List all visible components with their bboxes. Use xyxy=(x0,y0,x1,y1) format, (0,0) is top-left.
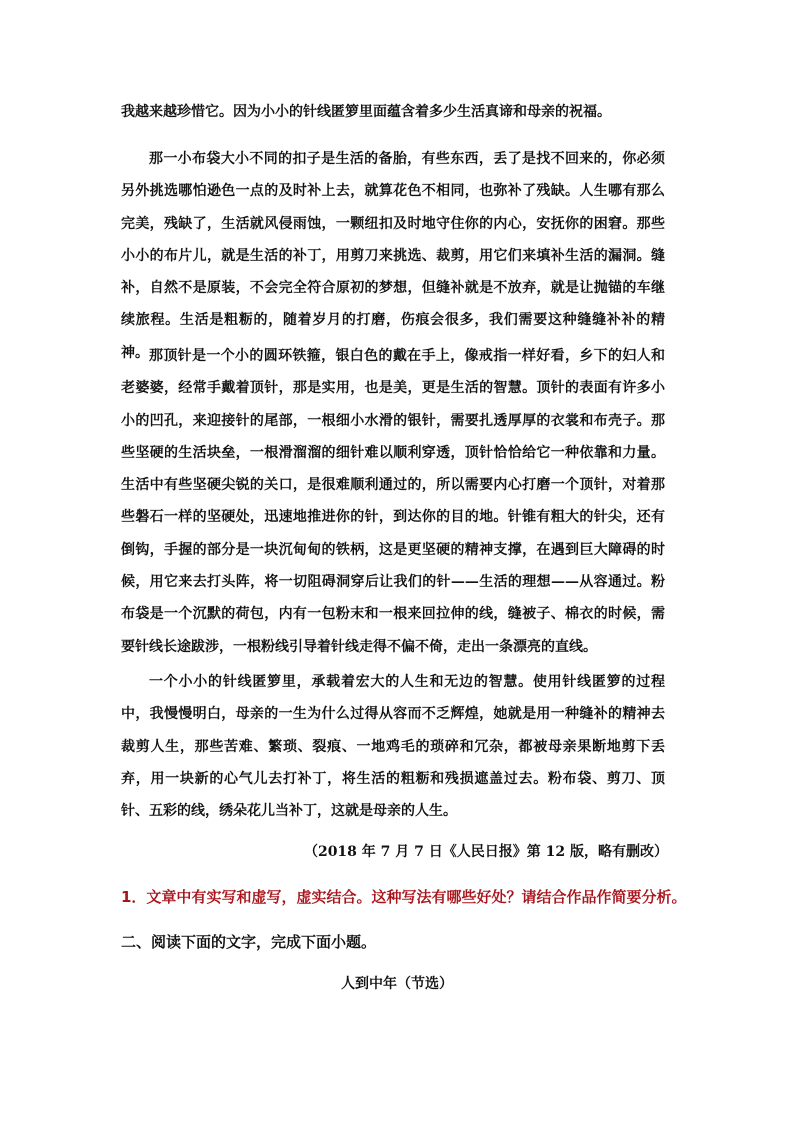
paragraph-1: 我越来越珍惜它。因为小小的针线匿箩里面蕴含着多少生活真谛和母亲的祝福。 xyxy=(121,104,611,120)
question-1: 1．文章中有实写和虚写，虚实结合。这种写法有哪些好处？请结合作品作简要分析。 xyxy=(121,888,687,906)
next-passage-title: 人到中年（节选） xyxy=(341,976,453,992)
paragraph-3: 那顶针是一个小的圆环铁箍，银白色的戴在手上，像戒指一样好看，乡下的妇人和老婆婆，经常手戴着顶针，那是实用，也是美，更是生活的智慧。顶针的表面有许多小小的凹孔，来迎接针的尾部，一根细小水滑的银针，需要扎透厚厚的衣裳和布壳子。那些坚硬的生活块垒，一根滑溜溜的细针难以顺利穿透，顶针恰恰给它一种依靠和力量。生活中有些坚硬尖锐的关口，是很难顺利通过的，所以需要内心打磨一个顶针，对着那些磐石一样的坚硬处，迅速地推进你的针，到达你的目的地。针锥有粗大的针尖，还有倒钩，手握的部分是一块沉甸甸的铁柄，这是更坚硬的精神支撑，在遇到巨大障碍的时候，用它来去打头阵，将一切阻碍洞穿后让我们的针——生活的理想——从容通过。粉布袋是一个沉默的荷包，内有一包粉末和一根来回拉伸的线，缝被子、棉衣的时候，需要针线长途跋涉，一根粉线引导着针线走得不偏不倚，走出一条漂亮的直线。 xyxy=(121,348,665,655)
source-citation: （2018 年 7 月 7 日《人民日报》第 12 版，略有删改） xyxy=(303,844,668,860)
paragraph-4: 一个小小的针线匿箩里，承载着宏大的人生和无边的智慧。使用针线匿箩的过程中，我慢慢明白，母亲的一生为什么过得从容而不乏辉煌，她就是用一种缝补的精神去裁剪人生，那些苦难、繁琐、裂痕、一地鸡毛的琐碎和冗杂，都被母亲果断地剪下丢弃，用一块新的心气儿去打补丁，将生活的粗粝和残损遮盖过去。粉布袋、剪刀、顶针、五彩的线，绣朵花儿当补丁，这就是母亲的人生。 xyxy=(121,674,665,820)
section-heading: 二、阅读下面的文字，完成下面小题。 xyxy=(121,933,377,951)
paragraph-2: 那一小布袋大小不同的扣子是生活的备胎，有些东西，丢了是找不回来的，你必须另外挑选哪怕逊色一点的及时补上去，就算花色不相同，也弥补了残缺。人生哪有那么完美，残缺了，生活就风侵雨蚀，一颗纽扣及时地守住你的内心，安抚你的困窘。那些小小的布片儿，就是生活的补丁，用剪刀来挑选、裁剪，用它们来填补生活的漏洞。缝补，自然不是原装，不会完全符合原初的梦想，但缝补就是不放弃，就是让抛锚的车继续旅程。生活是粗粝的，随着岁月的打磨，伤痕会很多，我们需要这种缝缝补补的精神。 xyxy=(121,151,665,361)
